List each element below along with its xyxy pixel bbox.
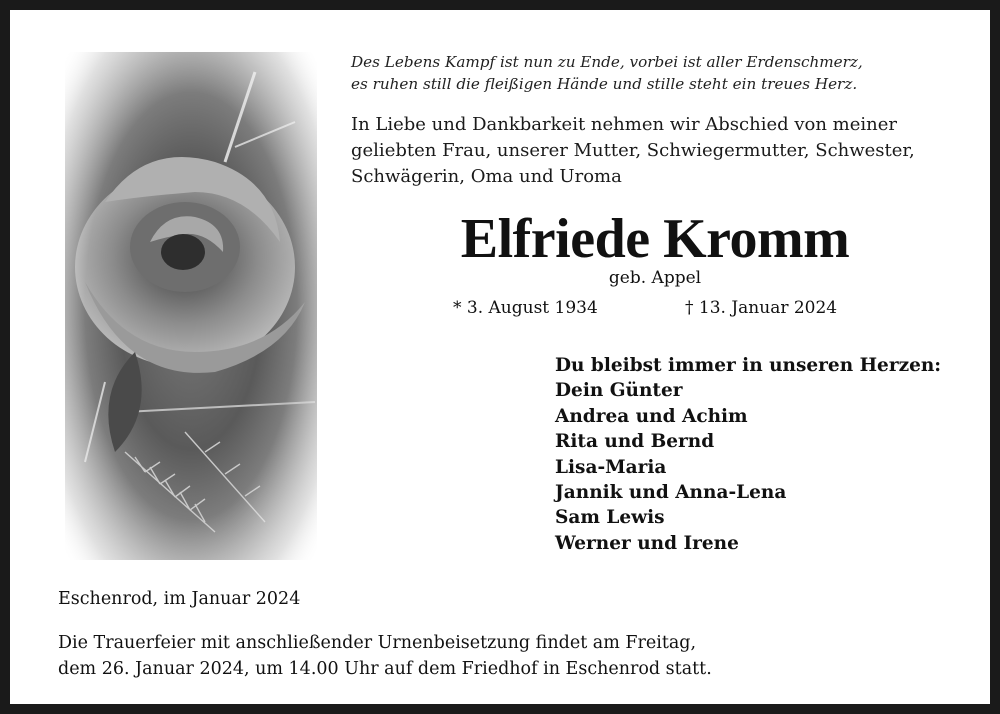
intro-text — [351, 112, 981, 190]
death-date: † 13. Januar 2024 — [685, 298, 838, 318]
funeral-notice — [58, 630, 958, 682]
mourner-name: Jannik und Anna-Lena — [555, 482, 787, 504]
intro-line: Schwägerin, Oma und Uroma — [351, 166, 622, 187]
mourner-name: Sam Lewis — [555, 507, 665, 529]
poem-line: es ruhen still die fleißigen Hände und stille steht ein treues Herz. — [351, 75, 858, 93]
birth-date: * 3. August 1934 — [453, 298, 598, 318]
rose-photo — [65, 52, 317, 560]
intro-line: In Liebe und Dankbarkeit nehmen wir Abschied von meiner — [351, 114, 898, 135]
mourner-name: Dein Günter — [555, 380, 683, 402]
notice-line: dem 26. Januar 2024, um 14.00 Uhr auf dem Friedhof in Eschenrod statt. — [58, 659, 712, 679]
rose-icon — [65, 52, 317, 560]
mourner-name: Andrea und Achim — [555, 405, 748, 427]
poem — [351, 51, 971, 95]
mourner-name: Lisa-Maria — [555, 456, 667, 478]
deceased-name: Elfriede Kromm — [460, 208, 850, 270]
birth-name: geb. Appel — [608, 268, 702, 288]
mourners-list — [555, 353, 975, 556]
mourner-name: Rita und Bernd — [555, 431, 715, 453]
poem-line: Des Lebens Kampf ist nun zu Ende, vorbei ist aller Erdenschmerz, — [351, 53, 863, 71]
notice-line: Die Trauerfeier mit anschließender Urnenbeisetzung findet am Freitag, — [58, 633, 697, 653]
place-date: Eschenrod, im Januar 2024 — [58, 589, 301, 609]
intro-line: geliebten Frau, unserer Mutter, Schwiegermutter, Schwester, — [351, 140, 915, 161]
mourners-heading: Du bleibst immer in unseren Herzen: — [555, 355, 942, 376]
mourner-name: Werner und Irene — [555, 532, 739, 554]
